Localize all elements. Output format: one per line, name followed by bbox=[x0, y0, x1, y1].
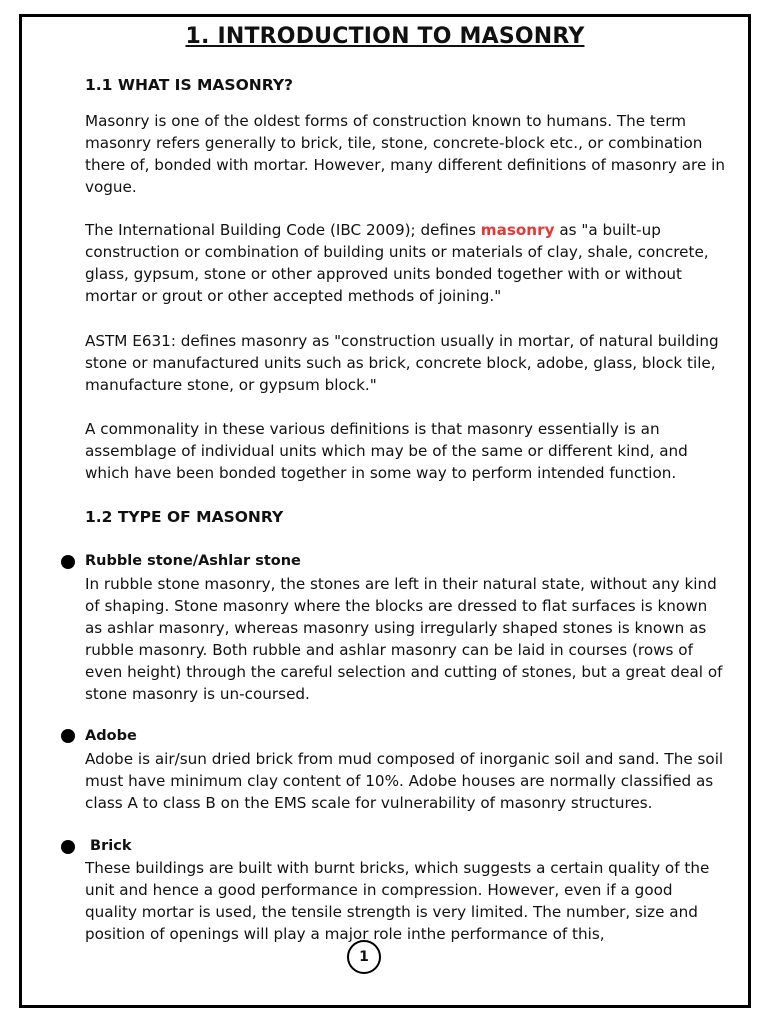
page-number-badge: 1 bbox=[347, 940, 381, 974]
bullet-text-rubble: In rubble stone masonry, the stones are left in their natural state, without any kind of shaping. Stone masonry where the blocks are dressed to flat surfaces is known as ashlar masonry, whereas masonry using irregularly shaped stones is known as rubble masonry. Both rubble and ashlar masonry can be laid in courses (rows of even height) through the careful selection and cutting of stones, but a great deal of stone masonry is un-coursed. bbox=[85, 575, 723, 703]
bullet-text-adobe: Adobe is air/sun dried brick from mud composed of inorganic soil and sand. The soil must have minimum clay content of 10%. Adobe houses are normally classified as class A to class B on the EMS scale for vulnerability of masonry structures. bbox=[85, 750, 724, 812]
section-heading-type-of-masonry: 1.2 TYPE OF MASONRY bbox=[85, 508, 284, 526]
paragraph-astm-definition: ASTM E631: defines masonry as "construction usually in mortar, of natural building stone or manufactured units such as brick, concrete block, adobe, glass, block tile, manufacture stone, or gypsum block." bbox=[85, 332, 719, 394]
section-heading-what-is-masonry: 1.1 WHAT IS MASONRY? bbox=[85, 76, 294, 94]
bullet-icon bbox=[61, 555, 75, 569]
bullet-title-brick: Brick bbox=[85, 838, 132, 854]
paragraph-ibc-definition bbox=[85, 219, 727, 307]
paragraph-commonality: A commonality in these various definitions is that masonry essentially is an assemblage of individual units which may be of the same or different kind, and which have been bonded together in some way to perform intended function. bbox=[85, 420, 688, 482]
bullet-icon bbox=[61, 729, 75, 743]
ibc-text-before: The International Building Code (IBC 2009); defines bbox=[85, 221, 481, 239]
bullet-text-brick: These buildings are built with burnt bricks, which suggests a certain quality of the unit and hence a good performance in compression. However, even if a good quality mortar is used, the tensile strength is very limited. The number, size and position of openings will play a major role inthe performance of this, bbox=[85, 859, 710, 943]
ibc-text-after: as "a built-up construction or combination of building units or materials of clay, shale, concrete, glass, gypsum, stone or other approved units bonded together with or without mortar or grout or other accepted methods of joining." bbox=[85, 221, 709, 305]
bullet-icon bbox=[61, 840, 75, 854]
page-title: 1. INTRODUCTION TO MASONRY bbox=[185, 24, 585, 49]
bullet-title-adobe: Adobe bbox=[85, 728, 137, 744]
bullet-title-rubble: Rubble stone/Ashlar stone bbox=[85, 553, 301, 569]
paragraph-intro: Masonry is one of the oldest forms of construction known to humans. The term masonry refers generally to brick, tile, stone, concrete-block etc., or combination there of, bonded with mortar. However, many different definitions of masonry are in vogue. bbox=[85, 112, 725, 196]
masonry-highlight: masonry bbox=[480, 221, 555, 239]
